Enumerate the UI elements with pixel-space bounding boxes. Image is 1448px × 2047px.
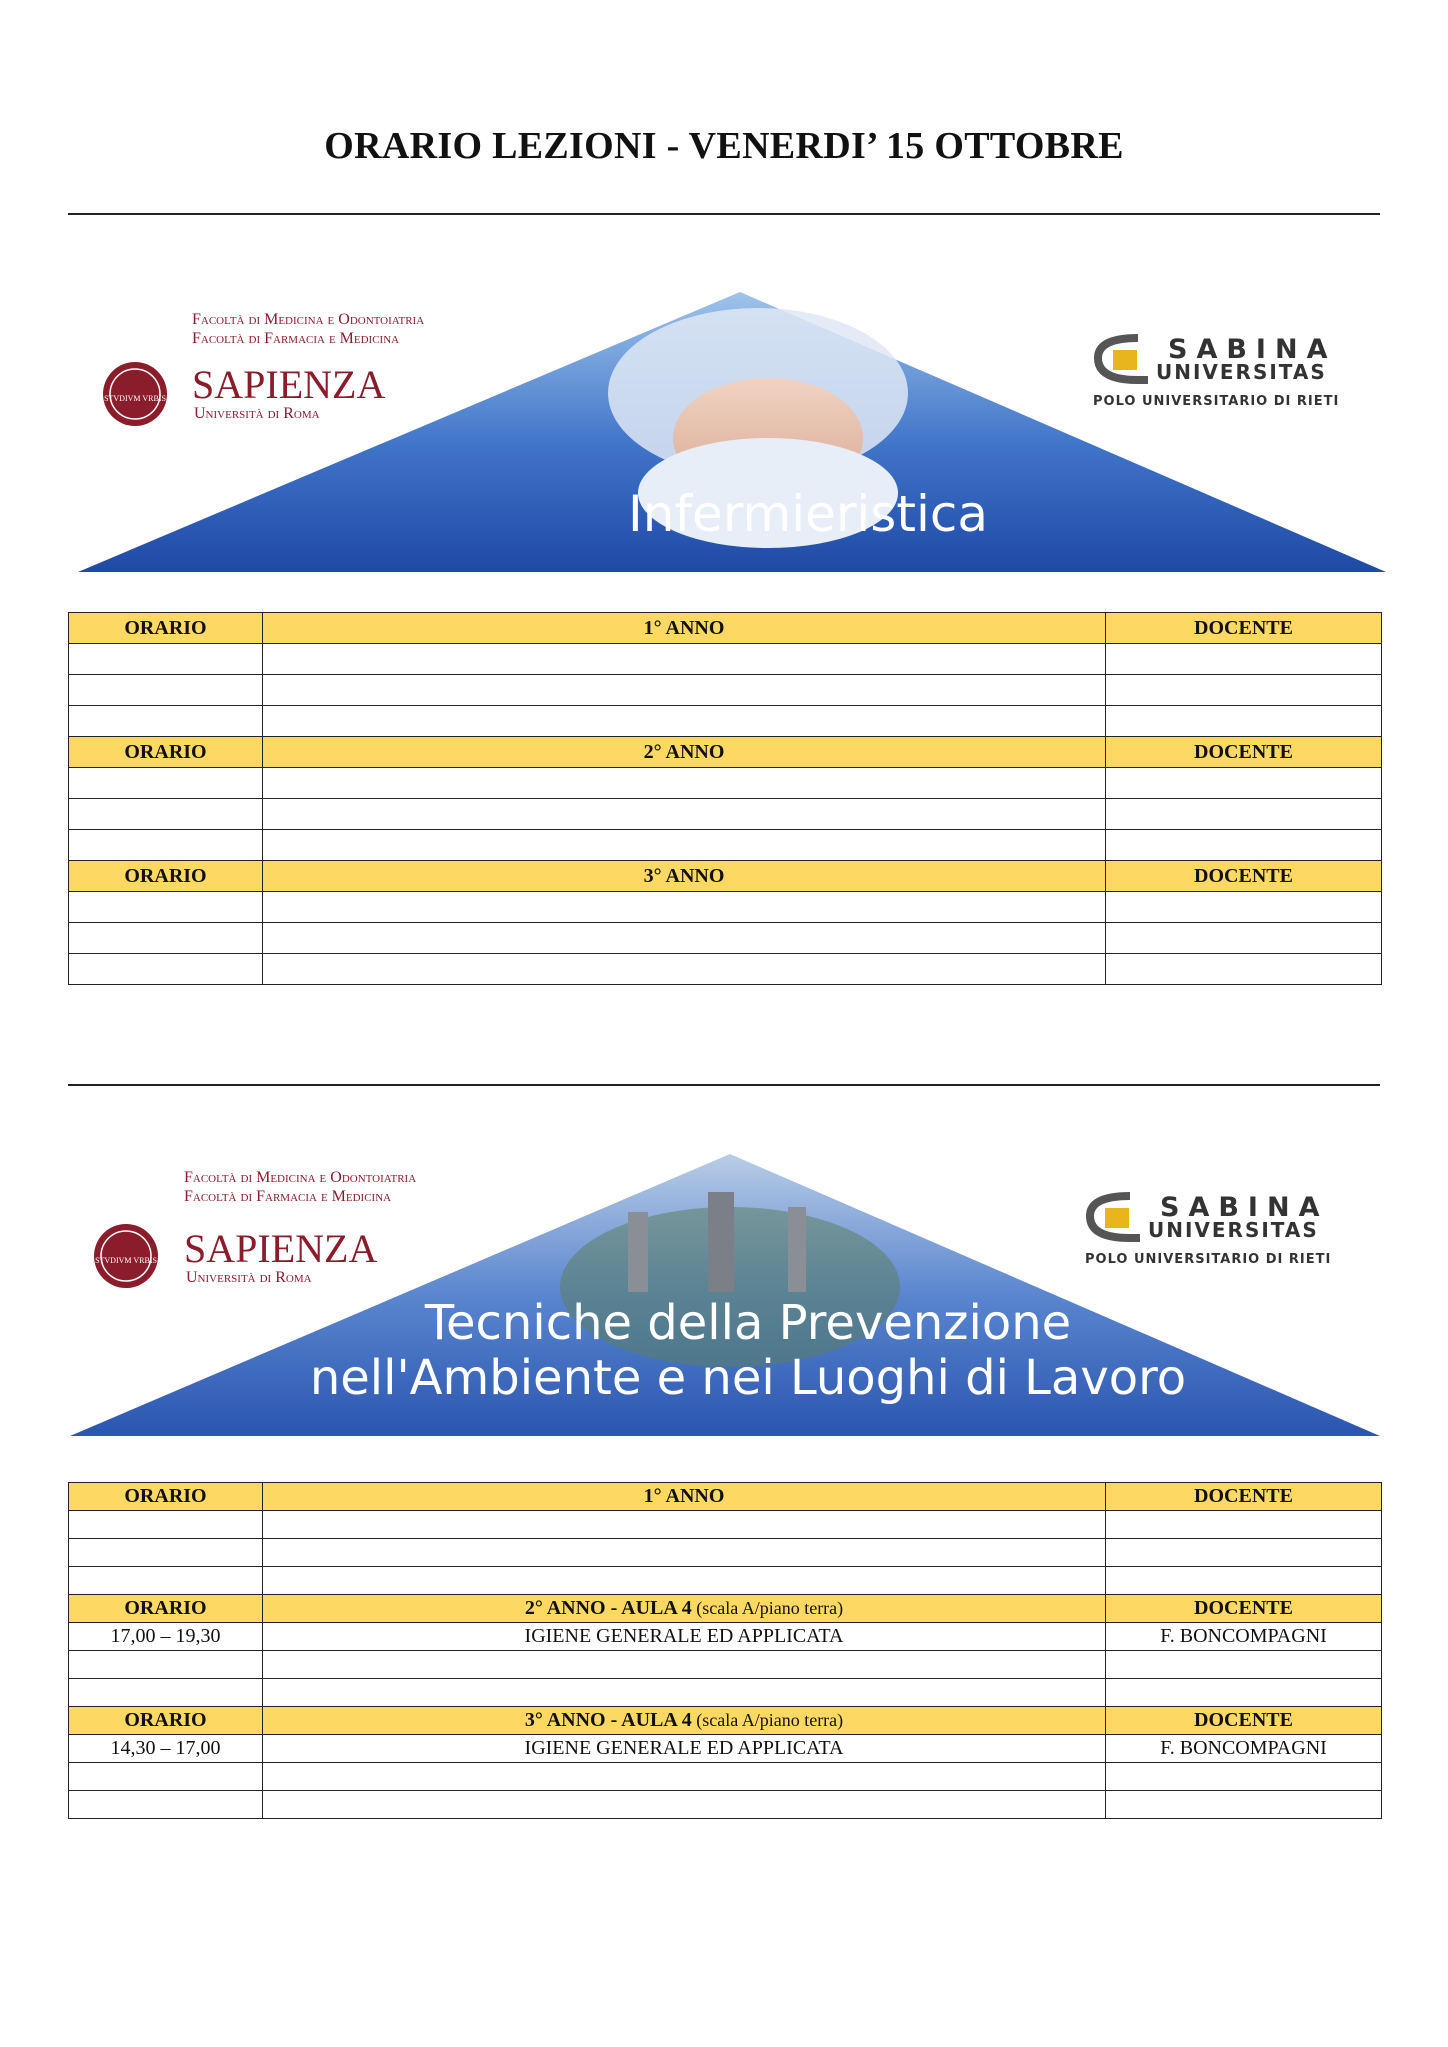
table-row [69,923,1382,954]
factory-chimney-icon [628,1212,648,1292]
svg-text:STVDIVM VRBIS: STVDIVM VRBIS [104,394,166,403]
banner-graphic [68,1152,1388,1437]
section-header-2-anno [69,737,1382,768]
orario-header: ORARIO [69,737,263,768]
table-row [69,1763,1382,1791]
table-row [69,799,1382,830]
page-title: ORARIO LEZIONI - VENERDI’ 15 OTTOBRE [324,125,1124,167]
table-row [69,1679,1382,1707]
divider-top [68,213,1380,215]
table-row: 17,00 – 19,30 IGIENE GENERALE ED APPLICATA F. BONCOMPAGNI [69,1623,1382,1651]
section-header-3-anno [69,1707,1382,1735]
anno-header: 2° ANNO [263,737,1106,768]
table-row [69,644,1382,675]
table-row [69,706,1382,737]
banner-graphic [68,288,1388,573]
course-banner-tecniche-prevenzione [68,1152,1388,1437]
schedule-table-tecniche-prevenzione [68,1482,1382,1819]
svg-text:STVDIVM VRBIS: STVDIVM VRBIS [95,1256,157,1265]
table-row [69,1651,1382,1679]
universita-di-roma: Università di Roma [194,405,320,422]
course-title-line1: Infermieristica [628,485,988,543]
section-header-1-anno [69,613,1382,644]
docente-header: DOCENTE [1106,737,1382,768]
polo-rieti: POLO UNIVERSITARIO DI RIETI [1085,1252,1332,1267]
docente-header: DOCENTE [1106,1595,1382,1623]
anno-header: 1° ANNO [263,1483,1106,1511]
course-title-line2: nell'Ambiente e nei Luoghi di Lavoro [309,1350,1187,1406]
sapienza-wordmark: SAPIENZA [184,1226,378,1271]
orario-header: ORARIO [69,1595,263,1623]
orario-header: ORARIO [69,613,263,644]
sabina-book-icon [1113,350,1137,370]
orario-header: ORARIO [69,1483,263,1511]
faculty-line2: Facoltà di Farmacia e Medicina [184,1188,392,1205]
docente-header: DOCENTE [1106,861,1382,892]
section-header-3-anno [69,861,1382,892]
anno-header: 1° ANNO [263,613,1106,644]
polo-rieti: POLO UNIVERSITARIO DI RIETI [1093,394,1340,409]
sapienza-wordmark: SAPIENZA [192,362,386,407]
orario-header: ORARIO [69,1707,263,1735]
sabina-book-icon [1105,1208,1129,1228]
table-row [69,830,1382,861]
section-header-1-anno [69,1483,1382,1511]
faculty-line1: Facoltà di Medicina e Odontoiatria [192,311,425,328]
anno-header: 2° ANNO - AULA 4 (scala A/piano terra) [263,1595,1106,1623]
table-row: 14,30 – 17,00 IGIENE GENERALE ED APPLICATA F. BONCOMPAGNI [69,1735,1382,1763]
anno-header: 3° ANNO [263,861,1106,892]
faculty-line2: Facoltà di Farmacia e Medicina [192,330,400,347]
docente-header: DOCENTE [1106,1707,1382,1735]
course-banner-infermieristica [68,288,1388,573]
faculty-line1: Facoltà di Medicina e Odontoiatria [184,1169,417,1186]
sabina-wordmark: SABINA [1160,1192,1329,1223]
orario-header: ORARIO [69,861,263,892]
table-row [69,954,1382,985]
table-row [69,1791,1382,1819]
universita-di-roma: Università di Roma [186,1269,312,1286]
table-row [69,1567,1382,1595]
anno-header: 3° ANNO - AULA 4 (scala A/piano terra) [263,1707,1106,1735]
course-title-line1: Tecniche della Prevenzione [424,1295,1072,1351]
schedule-table-infermieristica [68,612,1382,985]
universitas-wordmark: UNIVERSITAS [1156,360,1327,384]
section-header-2-anno [69,1595,1382,1623]
table-row [69,1539,1382,1567]
table-row [69,892,1382,923]
docente-header: DOCENTE [1106,613,1382,644]
table-row [69,1511,1382,1539]
table-row [69,675,1382,706]
sabina-wordmark: SABINA [1168,334,1337,365]
divider-middle [68,1084,1380,1086]
table-row [69,768,1382,799]
docente-header: DOCENTE [1106,1483,1382,1511]
universitas-wordmark: UNIVERSITAS [1148,1218,1319,1242]
